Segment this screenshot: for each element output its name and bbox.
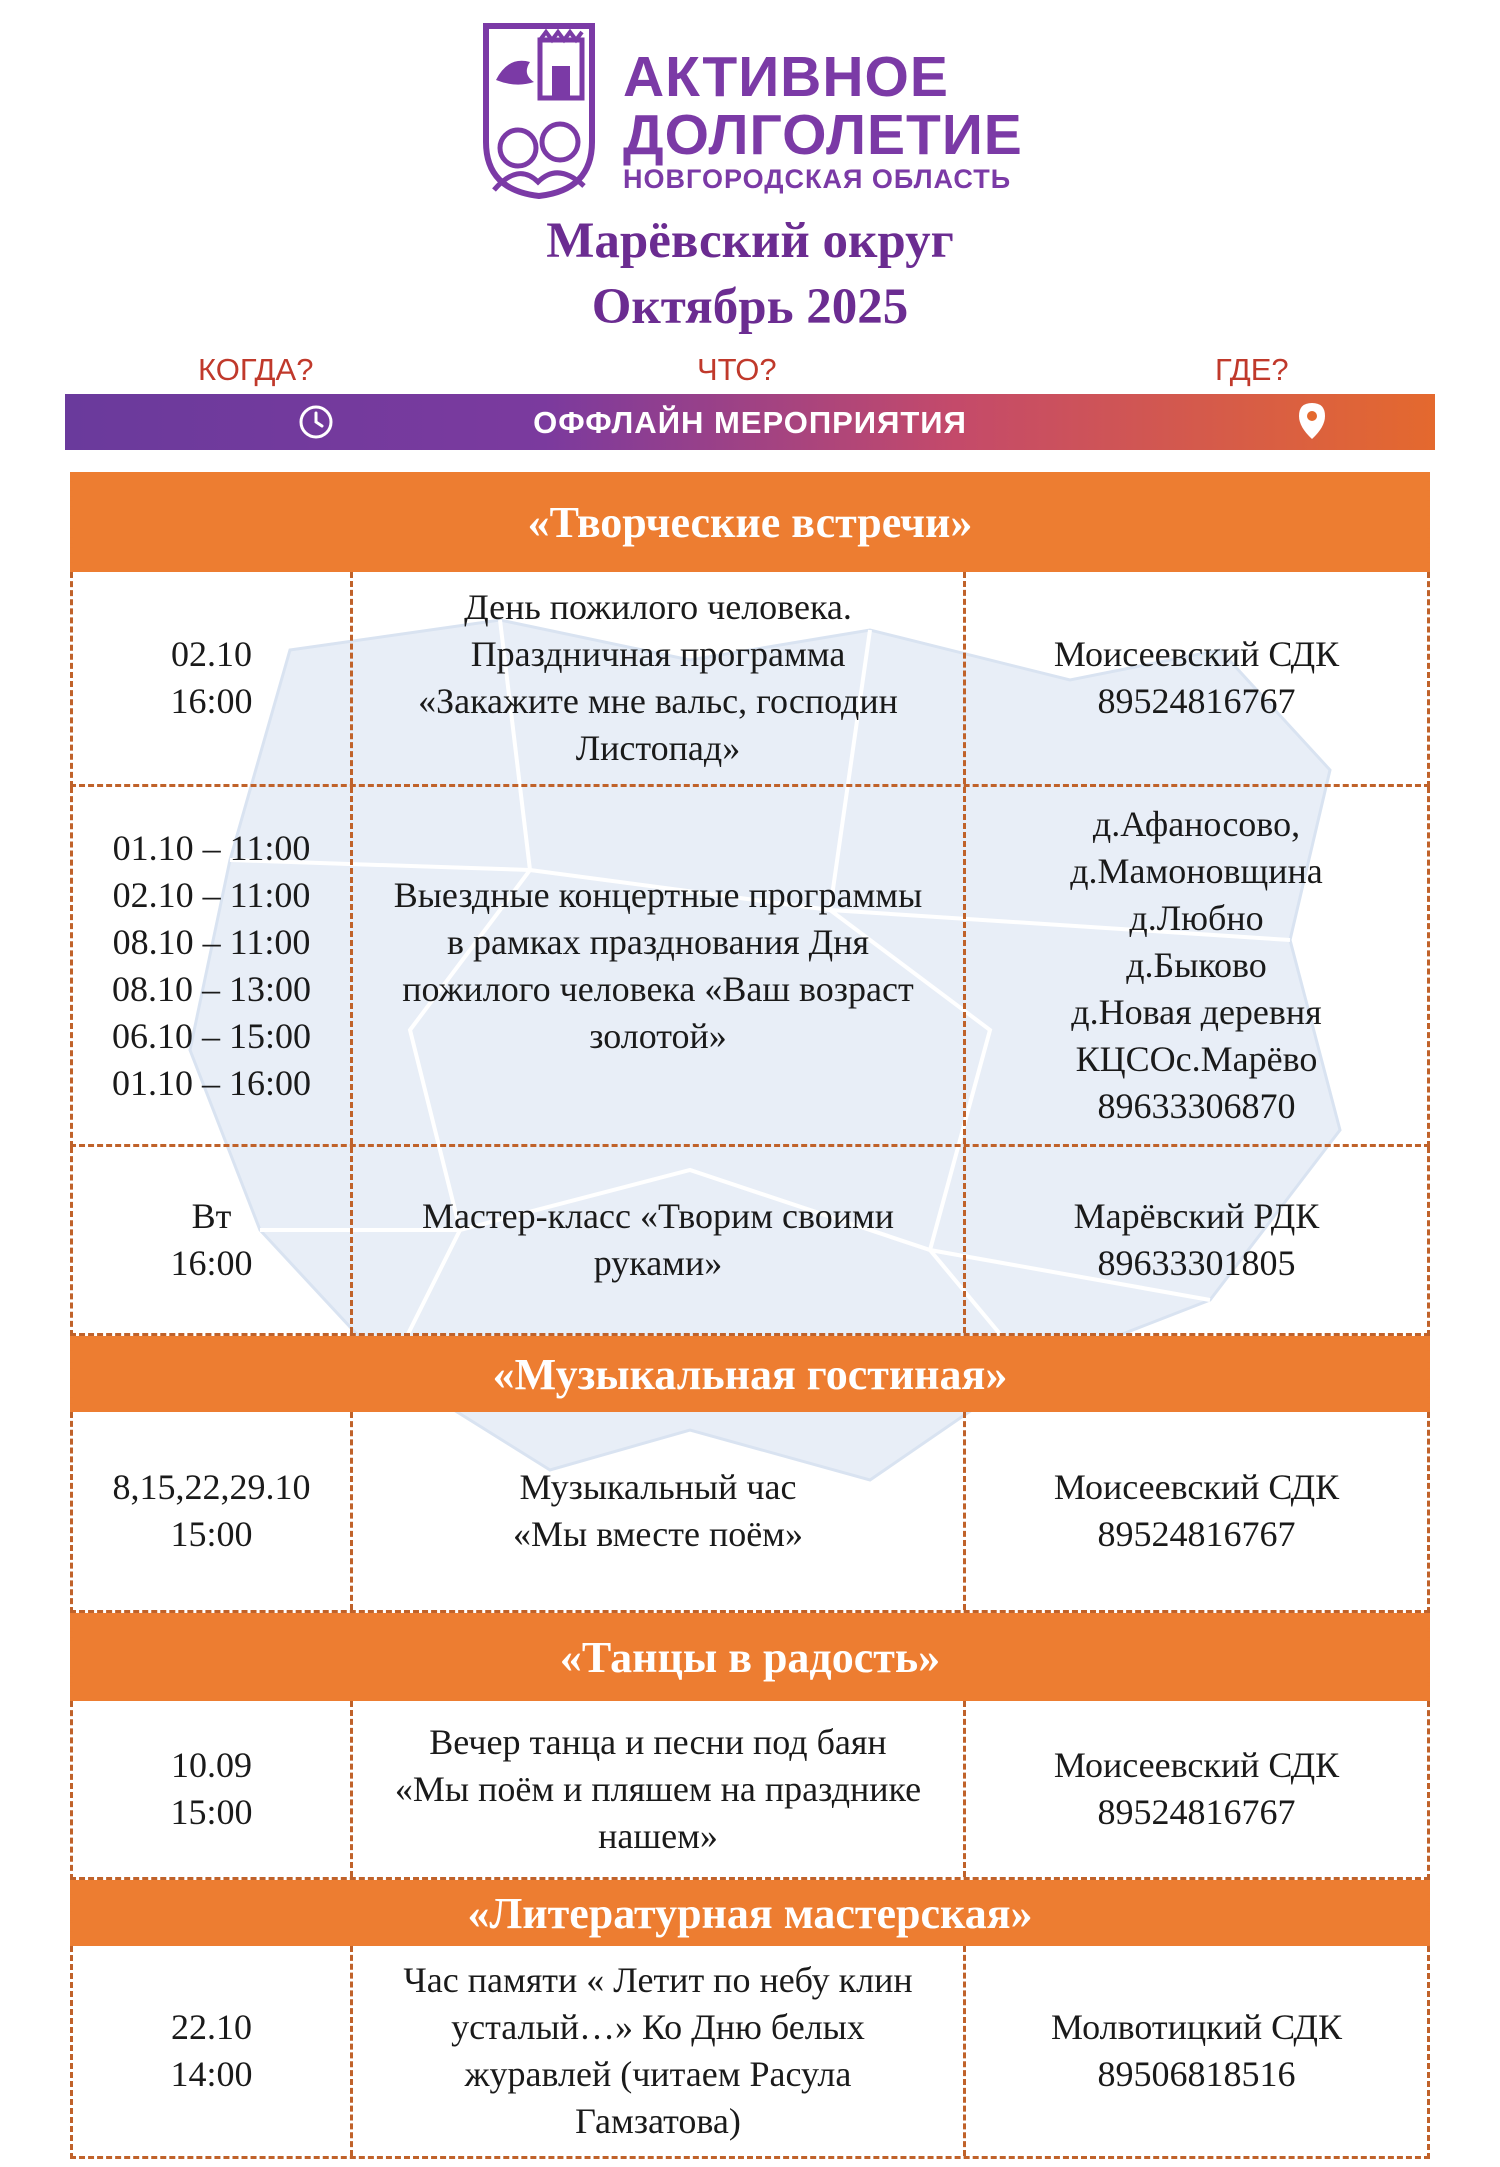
table-row xyxy=(70,1147,1430,1336)
banner-text: ОФФЛАЙН МЕРОПРИЯТИЯ xyxy=(533,405,967,440)
event-when: 22.10 14:00 xyxy=(73,1946,353,2156)
events-table xyxy=(70,472,1430,2159)
event-where: Марёвский РДК 89633301805 xyxy=(1073,1196,1320,1283)
event-what: Вечер танца и песни под баян «Мы поём и пляшем на празднике нашем» xyxy=(353,1701,966,1877)
event-where: Моисеевский СДК 89524816767 xyxy=(1053,1745,1340,1832)
page-title-month: Октябрь 2025 xyxy=(591,279,909,335)
event-what: Мастер-класс «Творим своими руками» xyxy=(353,1147,966,1333)
event-when: 02.10 16:00 xyxy=(73,572,353,784)
event-what: День пожилого человека. Праздничная программа «Закажите мне вальс, господин Листопад» xyxy=(353,572,966,784)
event-where: Моисеевский СДК 89524816767 xyxy=(1053,634,1340,721)
logo-subtitle: НОВГОРОДСКАЯ ОБЛАСТЬ xyxy=(623,164,1012,194)
event-what: Час памяти « Летит по небу клин усталый…» Ко Дню белых журавлей (читаем Расула Гамзатова) xyxy=(353,1946,966,2156)
table-row xyxy=(70,1412,1430,1613)
event-when: 8,15,22,29.10 15:00 xyxy=(73,1412,353,1610)
event-where: Молвотицкий СДК 89506818516 xyxy=(1051,2007,1342,2094)
section-header-dances: «Танцы в радость» xyxy=(70,1613,1430,1701)
event-when: 01.10 – 11:00 02.10 – 11:00 08.10 – 11:00 08.10 – 13:00 06.10 – 15:00 01.10 – 16:00 xyxy=(73,787,353,1144)
event-when: 10.09 15:00 xyxy=(73,1701,353,1877)
offline-events-banner xyxy=(65,394,1435,450)
page-title-district: Марёвский округ xyxy=(546,213,954,269)
event-what: Музыкальный час «Мы вместе поём» xyxy=(353,1412,966,1610)
table-row xyxy=(70,787,1430,1147)
section-header-music-lounge: «Музыкальная гостиная» xyxy=(70,1336,1430,1412)
event-what: Выездные концертные программы в рамках празднования Дня пожилого человека «Ваш возраст золотой» xyxy=(353,787,966,1144)
logo xyxy=(478,22,1038,202)
event-where: Моисеевский СДК 89524816767 xyxy=(1053,1467,1340,1554)
logo-title-line2: ДОЛГОЛЕТИЕ xyxy=(623,103,1023,167)
section-header-creative-meetings: «Творческие встречи» xyxy=(70,472,1430,572)
table-row xyxy=(70,1946,1430,2159)
section-header-literary-workshop: «Литературная мастерская» xyxy=(70,1880,1430,1946)
logo-title-line1: АКТИВНОЕ xyxy=(623,45,949,109)
event-where: д.Афаносово, д.Мамоновщина д.Любно д.Быково д.Новая деревня КЦСОс.Марёво 89633306870 xyxy=(1070,804,1323,1126)
question-when: КОГДА? xyxy=(198,352,314,387)
table-row xyxy=(70,1701,1430,1880)
logo-emblem-icon xyxy=(478,22,600,200)
question-what: ЧТО? xyxy=(697,352,777,387)
location-pin-icon xyxy=(1297,401,1327,441)
event-when: Вт 16:00 xyxy=(73,1147,353,1333)
table-row xyxy=(70,572,1430,787)
question-where: ГДЕ? xyxy=(1215,352,1289,387)
